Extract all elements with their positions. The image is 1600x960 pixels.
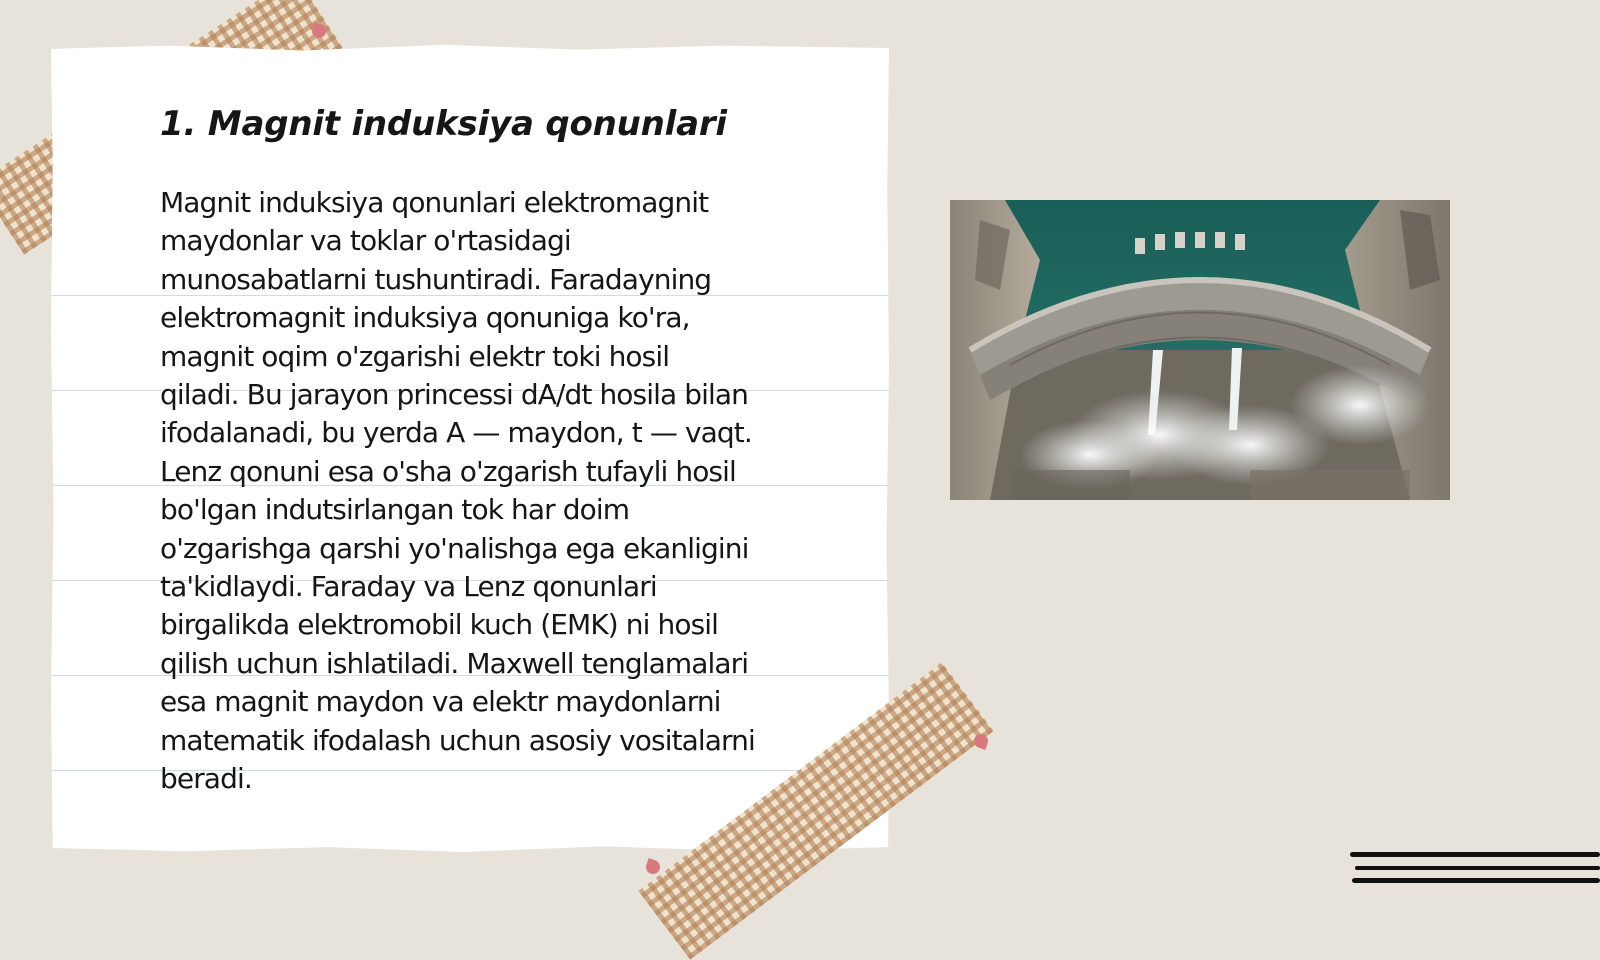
pin-icon: [644, 858, 662, 876]
slide-title: 1. Magnit induksiya qonunlari: [160, 104, 727, 144]
body-line: o'zgarishga qarshi yo'nalishga ega ekanligini: [160, 531, 749, 565]
brush-stroke: [1350, 852, 1600, 857]
body-line: matematik ifodalash uchun asosiy vositalarni: [160, 723, 755, 757]
body-line: esa magnit maydon va elektr maydonlarni: [160, 685, 721, 719]
body-line: Lenz qonuni esa o'sha o'zgarish tufayli hosil: [160, 454, 736, 488]
dam-photo: [950, 200, 1450, 500]
body-line: birgalikda elektromobil kuch (EMK) ni hosil: [160, 608, 719, 642]
body-paragraph: [160, 184, 860, 799]
body-line: qiladi. Bu jarayon princessi dA/dt hosila bilan: [160, 378, 748, 412]
body-line: beradi.: [160, 762, 252, 796]
brush-stroke: [1355, 866, 1600, 870]
body-line: maydonlar va toklar o'rtasidagi: [160, 224, 571, 258]
brush-stroke: [1352, 878, 1600, 883]
body-line: magnit oqim o'zgarishi elektr toki hosil: [160, 339, 670, 373]
body-line: qilish uchun ishlatiladi. Maxwell tenglamalari: [160, 646, 749, 680]
body-line: bo'lgan indutsirlangan tok har doim: [160, 493, 630, 527]
body-line: ta'kidlaydi. Faraday va Lenz qonunlari: [160, 570, 657, 604]
body-line: munosabatlarni tushuntiradi. Faradayning: [160, 262, 712, 296]
body-line: elektromagnit induksiya qonuniga ko'ra,: [160, 301, 690, 335]
body-line: Magnit induksiya qonunlari elektromagnit: [160, 186, 709, 219]
body-line: ifodalanadi, bu yerda A — maydon, t — vaqt.: [160, 416, 752, 450]
